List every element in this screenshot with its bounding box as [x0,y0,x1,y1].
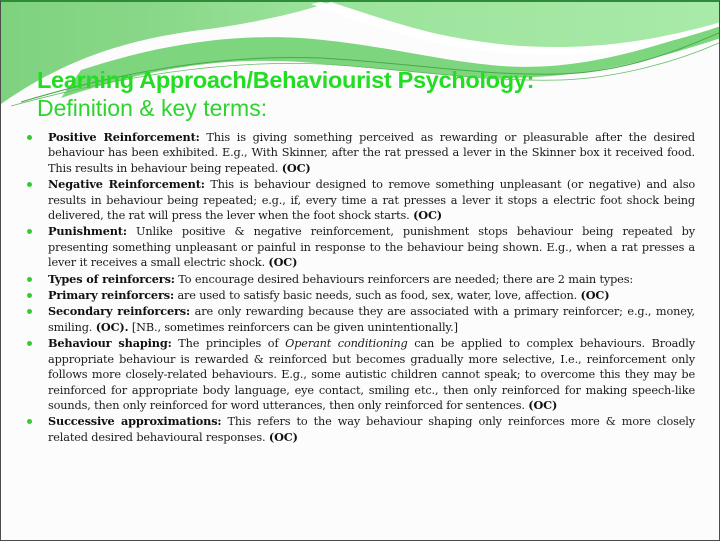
term-definition: This refers to the way behaviour shaping only reinforces more & more closely related desired behavioural responses. [48,415,695,444]
green-dot-icon [27,277,32,282]
list-item-types-of-reinforcers [23,272,695,287]
term-definition: can be applied to complex behaviours. Broadly appropriate behaviour is rewarded & reinforced but becomes gradually more selective, I.e., reinforcement only follows more closely-related behaviours. E.g., some autistic children cannot speak; to overcome this they may be reinforced for appropriate body language, eye contact, smiling etc., then only reinforced for making speech-like sounds, then only reinforced for word utterances, then only reinforced for sentences. [48,337,695,412]
term-label: Punishment: [48,224,127,239]
term-note: [NB., sometimes reinforcers can be given unintentionally.] [128,320,458,334]
list-item-primary-reinforcers [23,288,695,303]
term-definition: are only rewarding because they are associated with a primary reinforcer; e.g., money, smiling. [48,305,695,334]
oc-tag: (OC). [95,319,129,334]
term-label: Positive Reinforcement: [48,130,200,144]
green-dot-icon [27,182,32,187]
key-terms-list [23,130,695,446]
term-label: Types of reinforcers: [48,271,175,286]
green-dot-icon [27,135,32,140]
term-definition-intro: The principles of [171,337,286,351]
term-definition: To encourage desired behaviours reinforcers are needed; there are 2 main types: [174,272,634,286]
term-label: Secondary reinforcers: [48,304,191,319]
green-dot-icon [27,293,32,298]
list-item-positive-reinforcement [23,130,695,176]
list-item-punishment [23,224,695,270]
oc-tag: (OC) [580,288,610,303]
slide-title-block [37,66,534,122]
oc-tag: (OC) [268,429,298,444]
term-label: Primary reinforcers: [48,288,174,303]
slide-title: Learning Approach/Behaviourist Psychology: [37,67,535,93]
term-label: Behaviour shaping: [48,336,172,351]
term-emphasis: Operant conditioning [285,337,408,351]
term-definition: This is giving something perceived as rewarding or pleasurable after the desired behaviour has been exhibited. E.g., With Skinner, after the rat pressed a lever in the Skinner box it received food. This results in behaviour being repeated. [48,131,695,175]
green-dot-icon [27,309,32,314]
oc-tag: (OC) [268,255,298,270]
green-dot-icon [27,341,32,346]
green-dot-icon [27,229,32,234]
green-dot-icon [27,419,32,424]
list-item-successive-approximations [23,414,695,445]
list-item-negative-reinforcement [23,177,695,223]
oc-tag: (OC) [413,208,442,223]
oc-tag: (OC) [281,160,311,175]
oc-tag: (OC) [528,397,558,412]
term-definition: are used to satisfy basic needs, such as food, sex, water, love, affection. [174,289,581,303]
list-item-behaviour-shaping [23,336,695,413]
term-label: Successive approximations: [48,414,222,429]
slide-subtitle: Definition & key terms: [37,95,268,121]
list-item-secondary-reinforcers [23,304,695,335]
term-definition: Unlike positive & negative reinforcement, punishment stops behaviour being repeated by presenting something unpleasant or painful in response to the behaviour being shown. E.g., when a rat presses a lever it receives a small electric shock. [48,225,695,270]
term-definition: This is behaviour designed to remove something unpleasant (or negative) and also results in behaviour being repeated; e.g., if, every time a rat presses a lever it stops a electric foot shock being delivered, the rat will press the lever when the foot shock starts. [48,178,695,223]
term-label: Negative Reinforcement: [48,177,205,192]
